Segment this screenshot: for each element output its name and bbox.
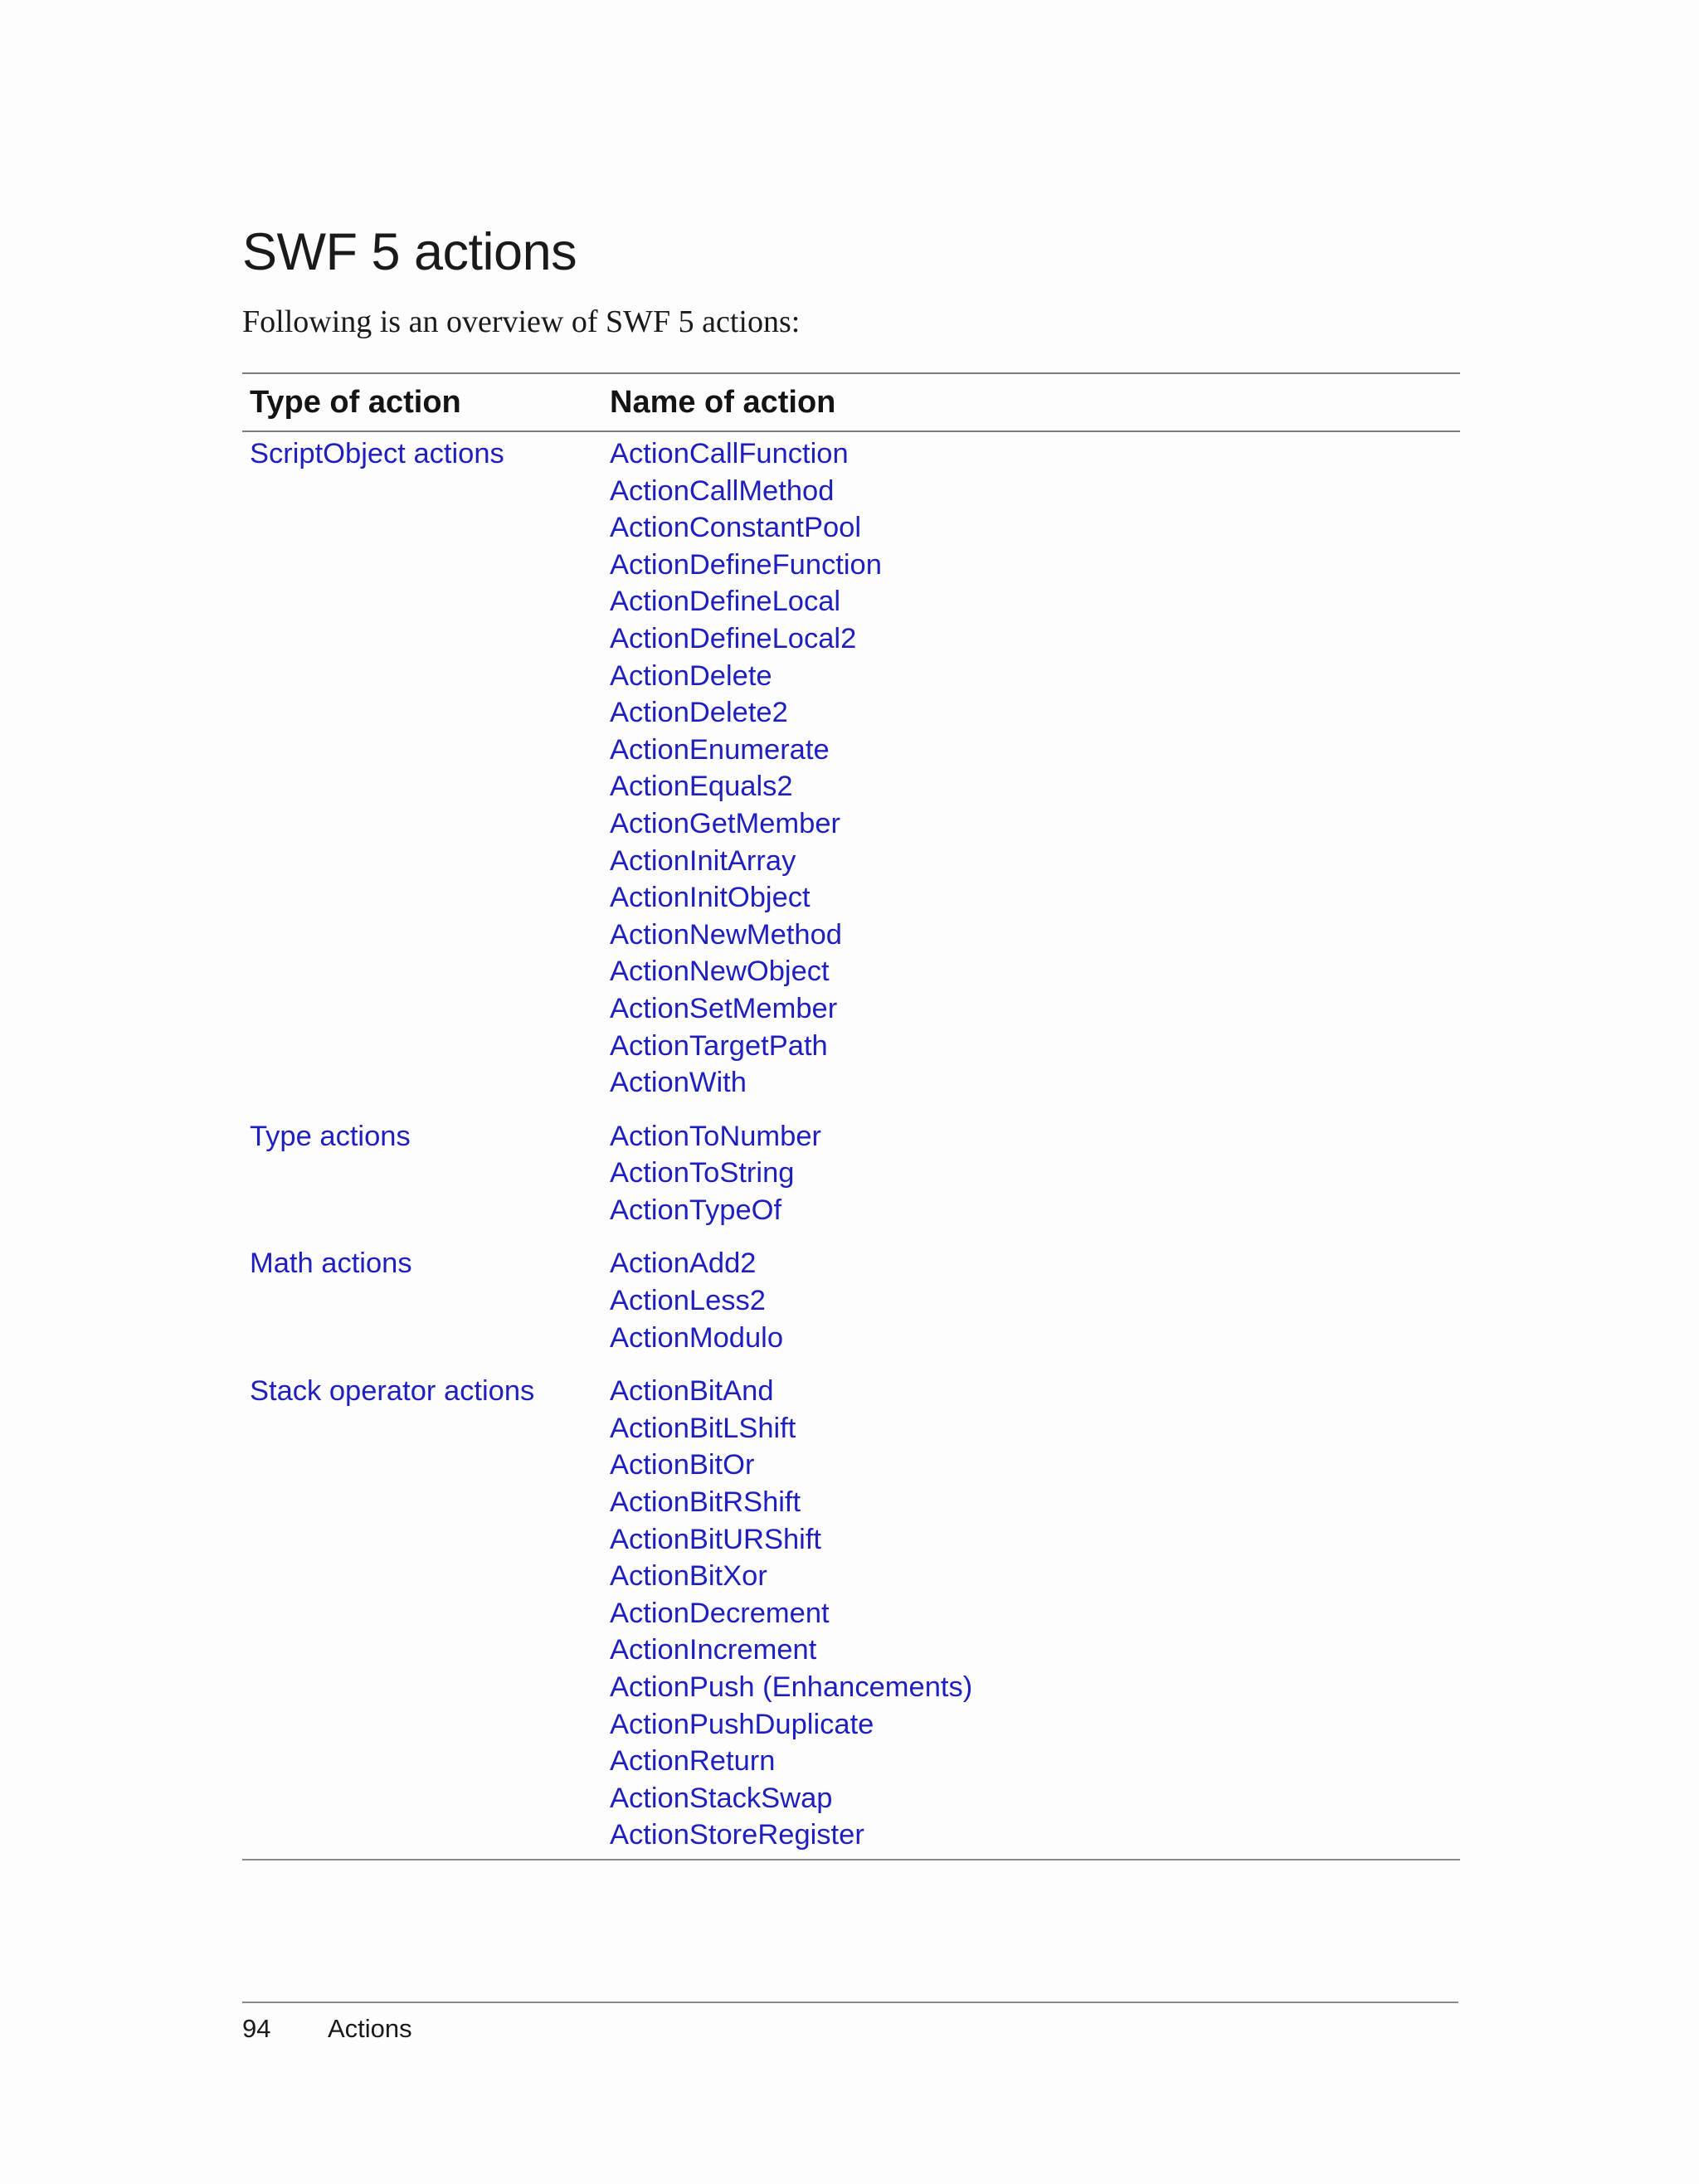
action-link[interactable]: ActionBitXor xyxy=(610,1560,767,1593)
action-link[interactable]: ActionInitObject xyxy=(610,882,811,914)
action-link[interactable]: ActionDefineLocal2 xyxy=(610,622,857,654)
action-link[interactable]: ActionBitRShift xyxy=(610,1486,801,1519)
header-name-of-action: Name of action xyxy=(610,384,836,420)
action-link[interactable]: ActionCallFunction xyxy=(610,438,849,469)
action-link[interactable]: ActionConstantPool xyxy=(610,512,862,544)
action-link[interactable]: ActionEnumerate xyxy=(610,733,830,766)
action-link[interactable]: ActionStackSwap xyxy=(610,1782,833,1814)
action-link[interactable]: ActionBitLShift xyxy=(610,1412,796,1444)
action-link[interactable]: ActionStoreRegister xyxy=(610,1819,864,1851)
action-link[interactable]: ActionBitOr xyxy=(610,1449,755,1481)
action-link[interactable]: ActionReturn xyxy=(610,1745,776,1778)
action-link[interactable]: ActionPush (Enhancements) xyxy=(610,1671,973,1703)
action-link[interactable]: ActionDefineLocal xyxy=(610,586,841,618)
action-link[interactable]: ActionCallMethod xyxy=(610,474,835,507)
action-link[interactable]: ActionBitAnd xyxy=(610,1375,774,1408)
actions-cell xyxy=(610,1245,1460,1356)
header-type-of-action: Type of action xyxy=(250,384,461,420)
action-link[interactable]: ActionDecrement xyxy=(610,1597,830,1629)
action-link[interactable]: ActionToString xyxy=(610,1157,795,1189)
actions-table xyxy=(242,372,1460,1861)
table-bottom-rule xyxy=(242,1859,1460,1861)
table-body xyxy=(242,432,1460,1854)
action-link[interactable]: ActionTypeOf xyxy=(610,1194,782,1226)
page-title: SWF 5 actions xyxy=(242,223,577,281)
action-link[interactable]: ActionDelete2 xyxy=(610,697,788,729)
type-cell xyxy=(242,1373,610,1854)
action-type-link[interactable]: ScriptObject actions xyxy=(250,438,504,469)
action-link[interactable]: ActionNewMethod xyxy=(610,918,842,951)
page-number: 94 xyxy=(242,2014,271,2043)
action-type-link[interactable]: Stack operator actions xyxy=(250,1375,535,1408)
table-row xyxy=(242,1373,1460,1854)
action-type-link[interactable]: Math actions xyxy=(250,1248,412,1280)
action-link[interactable]: ActionDefineFunction xyxy=(610,548,882,581)
action-link[interactable]: ActionBitURShift xyxy=(610,1523,822,1555)
table-row xyxy=(242,1245,1460,1356)
action-link[interactable]: ActionInitArray xyxy=(610,844,796,877)
action-link[interactable]: ActionDelete xyxy=(610,659,772,692)
action-link[interactable]: ActionToNumber xyxy=(610,1120,822,1152)
page-footer xyxy=(242,2014,412,2044)
action-link[interactable]: ActionPushDuplicate xyxy=(610,1708,874,1740)
actions-cell xyxy=(610,435,1460,1102)
type-cell xyxy=(242,435,610,1102)
footer-section-title: Actions xyxy=(328,2014,412,2043)
table-row xyxy=(242,1118,1460,1229)
action-link[interactable]: ActionEquals2 xyxy=(610,771,793,803)
action-link[interactable]: ActionModulo xyxy=(610,1321,784,1354)
actions-cell xyxy=(610,1373,1460,1854)
action-link[interactable]: ActionSetMember xyxy=(610,992,838,1024)
action-link[interactable]: ActionTargetPath xyxy=(610,1029,828,1062)
action-type-link[interactable]: Type actions xyxy=(250,1120,411,1152)
action-link[interactable]: ActionWith xyxy=(610,1067,747,1099)
table-header xyxy=(242,374,1460,432)
action-link[interactable]: ActionIncrement xyxy=(610,1634,817,1666)
type-cell xyxy=(242,1118,610,1229)
action-link[interactable]: ActionNewObject xyxy=(610,956,830,988)
action-link[interactable]: ActionLess2 xyxy=(610,1285,766,1317)
intro-paragraph: Following is an overview of SWF 5 actions: xyxy=(242,304,801,339)
action-link[interactable]: ActionAdd2 xyxy=(610,1248,757,1280)
table-row xyxy=(242,435,1460,1102)
footer-rule xyxy=(242,2002,1458,2003)
actions-cell xyxy=(610,1118,1460,1229)
action-link[interactable]: ActionGetMember xyxy=(610,807,841,839)
type-cell xyxy=(242,1245,610,1356)
